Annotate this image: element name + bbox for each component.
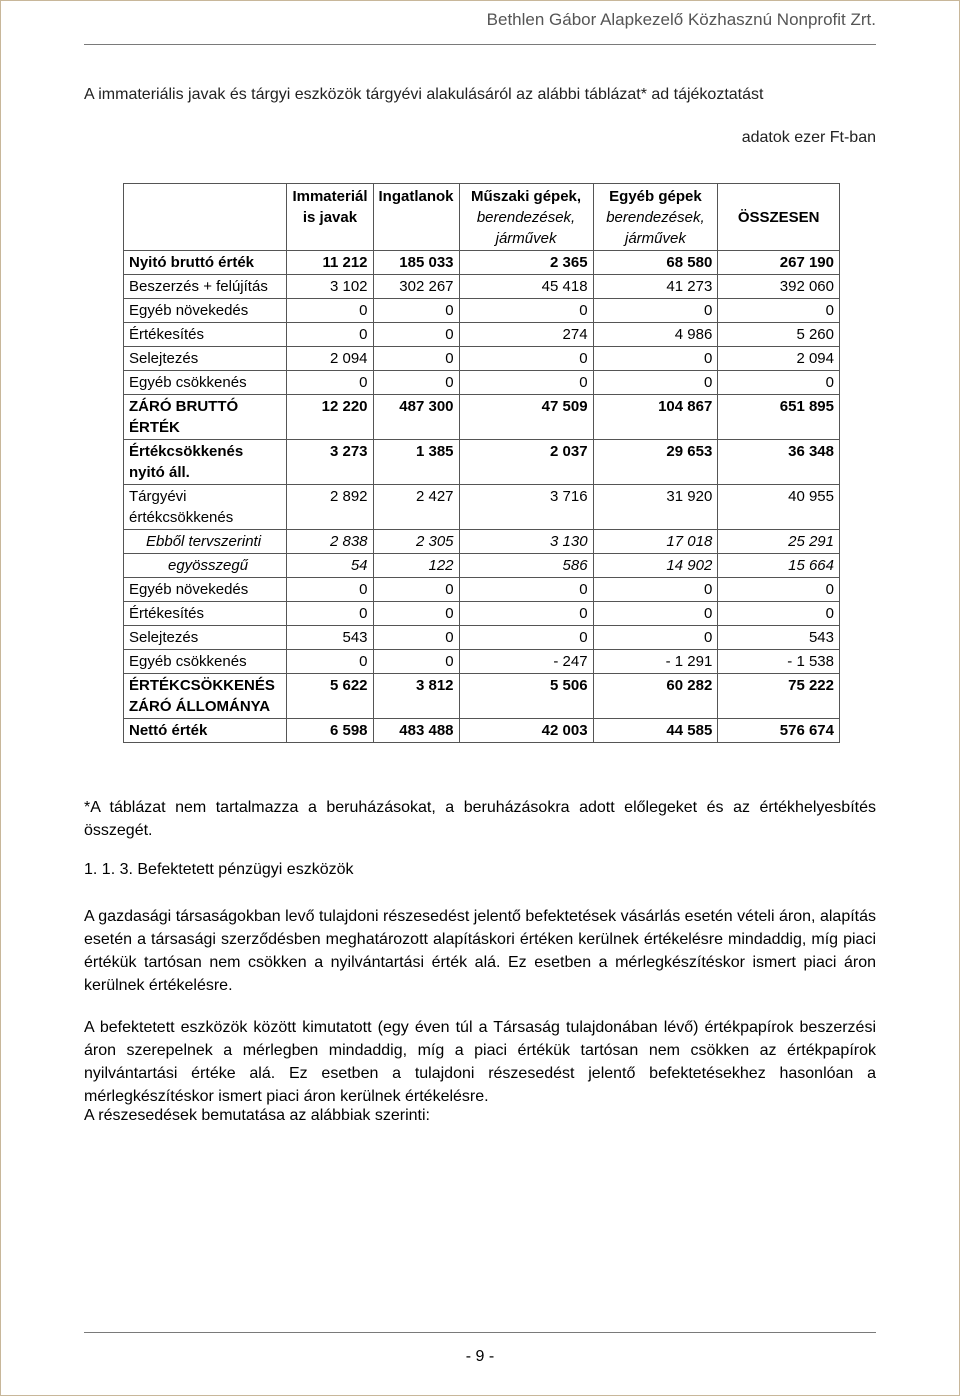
row-value: 3 716 bbox=[459, 485, 593, 530]
table-row bbox=[124, 251, 840, 275]
row-value: 0 bbox=[373, 650, 459, 674]
row-value: 0 bbox=[593, 626, 718, 650]
row-label: Értékesítés bbox=[124, 602, 287, 626]
row-value: 0 bbox=[373, 626, 459, 650]
header-real-estate: Ingatlanok bbox=[373, 184, 459, 251]
row-value: 0 bbox=[718, 578, 840, 602]
company-header: Bethlen Gábor Alapkezelő Közhasznú Nonprofit Zrt. bbox=[486, 10, 876, 29]
paragraph-valuation: A gazdasági társaságokban levő tulajdoni részesedést jelentő befektetések vásárlás esetén vételi áron, alapítás esetén a társasági szerződésben meghatározott alapításkori értéken kerülnek értékelésre mindaddig, míg piaci értékük tartósan nem csökken a nyilvántartási érték alá. Ez esetben a mérlegkészítéskor ismert piaci áron kerülnek értékelésre. bbox=[84, 908, 876, 994]
table-row bbox=[124, 578, 840, 602]
row-label: Nettó érték bbox=[124, 719, 287, 743]
paragraph-securities: A befektetett eszközök között kimutatott (egy éven túl a Társaság tulajdonában lévő) értékpapírok beszerzési áron szerepelnek a mérlegben mindaddig, míg a piaci értékük tartósan nem csökken az értékpapírok nyilvántartási értéke alá. Ez esetben a tulajdoni részesedést jelentő befektetésekhez hasonlóan a mérlegkészítéskor ismert piaci áron kerülnek értékelésre. bbox=[84, 1019, 876, 1105]
asset-movement-table bbox=[123, 183, 840, 743]
section-title: 1. 1. 3. Befektetett pénzügyi eszközök bbox=[84, 861, 354, 878]
row-value: 0 bbox=[593, 299, 718, 323]
row-label: egyösszegű bbox=[124, 554, 287, 578]
row-value: 2 305 bbox=[373, 530, 459, 554]
table-row bbox=[124, 371, 840, 395]
row-value: 29 653 bbox=[593, 440, 718, 485]
table-row bbox=[124, 650, 840, 674]
table-row bbox=[124, 347, 840, 371]
row-value: 0 bbox=[373, 371, 459, 395]
row-value: 0 bbox=[373, 602, 459, 626]
row-value: 0 bbox=[718, 602, 840, 626]
table-row bbox=[124, 626, 840, 650]
row-value: 0 bbox=[373, 578, 459, 602]
row-value: 0 bbox=[459, 347, 593, 371]
row-value: 6 598 bbox=[287, 719, 373, 743]
row-value: 0 bbox=[593, 578, 718, 602]
row-value: 2 892 bbox=[287, 485, 373, 530]
row-value: 41 273 bbox=[593, 275, 718, 299]
row-value: 45 418 bbox=[459, 275, 593, 299]
row-value: 2 365 bbox=[459, 251, 593, 275]
header-technical-machinery bbox=[459, 184, 593, 251]
row-value: 0 bbox=[718, 371, 840, 395]
row-value: 576 674 bbox=[718, 719, 840, 743]
row-value: 122 bbox=[373, 554, 459, 578]
row-value: 267 190 bbox=[718, 251, 840, 275]
row-value: 0 bbox=[459, 626, 593, 650]
row-value: 5 506 bbox=[459, 674, 593, 719]
table-row bbox=[124, 485, 840, 530]
table-footnote: *A táblázat nem tartalmazza a beruházásokat, a beruházásokra adott előlegeket és az értékhelyesbítés összegét. bbox=[84, 799, 876, 839]
row-value: 4 986 bbox=[593, 323, 718, 347]
header-total: ÖSSZESEN bbox=[718, 184, 840, 251]
row-value: 5 622 bbox=[287, 674, 373, 719]
table-row bbox=[124, 299, 840, 323]
table-row bbox=[124, 323, 840, 347]
row-value: 487 300 bbox=[373, 395, 459, 440]
row-value: 2 094 bbox=[718, 347, 840, 371]
row-value: 0 bbox=[287, 323, 373, 347]
table-row bbox=[124, 719, 840, 743]
row-value: 2 838 bbox=[287, 530, 373, 554]
row-value: 0 bbox=[718, 299, 840, 323]
row-value: 3 273 bbox=[287, 440, 373, 485]
row-label: Értékcsökkenés nyitó áll. bbox=[124, 440, 287, 485]
row-value: 302 267 bbox=[373, 275, 459, 299]
header-other-machinery-main: Egyéb gépek bbox=[609, 188, 702, 205]
row-value: 11 212 bbox=[287, 251, 373, 275]
row-label: ÉRTÉKCSÖKKENÉS ZÁRÓ ÁLLOMÁNYA bbox=[124, 674, 287, 719]
table-row bbox=[124, 275, 840, 299]
row-value: 0 bbox=[459, 578, 593, 602]
row-value: 3 812 bbox=[373, 674, 459, 719]
row-value: 2 094 bbox=[287, 347, 373, 371]
row-value: 483 488 bbox=[373, 719, 459, 743]
row-value: 0 bbox=[287, 578, 373, 602]
row-value: 0 bbox=[459, 371, 593, 395]
row-value: 0 bbox=[373, 323, 459, 347]
row-value: 44 585 bbox=[593, 719, 718, 743]
row-label: Értékesítés bbox=[124, 323, 287, 347]
row-value: 0 bbox=[459, 602, 593, 626]
row-value: 1 385 bbox=[373, 440, 459, 485]
row-value: 68 580 bbox=[593, 251, 718, 275]
row-value: 543 bbox=[718, 626, 840, 650]
row-value: 0 bbox=[373, 347, 459, 371]
row-value: 75 222 bbox=[718, 674, 840, 719]
footer-rule bbox=[84, 1332, 876, 1333]
row-value: 60 282 bbox=[593, 674, 718, 719]
row-value: 104 867 bbox=[593, 395, 718, 440]
row-value: 0 bbox=[593, 371, 718, 395]
header-blank bbox=[124, 184, 287, 251]
row-value: 0 bbox=[593, 602, 718, 626]
row-value: 0 bbox=[287, 650, 373, 674]
row-value: 0 bbox=[593, 347, 718, 371]
row-label: Ebből tervszerinti bbox=[124, 530, 287, 554]
row-value: 543 bbox=[287, 626, 373, 650]
header-technical-machinery-sub: berendezések, járművek bbox=[476, 209, 576, 247]
row-value: 40 955 bbox=[718, 485, 840, 530]
header-other-machinery-sub: berendezések, járművek bbox=[606, 209, 705, 247]
row-value: 42 003 bbox=[459, 719, 593, 743]
row-value: 54 bbox=[287, 554, 373, 578]
row-value: 47 509 bbox=[459, 395, 593, 440]
table-row bbox=[124, 602, 840, 626]
table-header-row bbox=[124, 184, 840, 251]
header-other-machinery bbox=[593, 184, 718, 251]
header-technical-machinery-main: Műszaki gépek, bbox=[471, 188, 582, 205]
table-row bbox=[124, 674, 840, 719]
header-intangible: Immateriál is javak bbox=[287, 184, 373, 251]
paragraph-participations: A részesedések bemutatása az alábbiak szerinti: bbox=[84, 1107, 430, 1124]
units-note: adatok ezer Ft-ban bbox=[741, 129, 876, 146]
row-label: Egyéb csökkenés bbox=[124, 650, 287, 674]
row-value: 0 bbox=[459, 299, 593, 323]
row-value: 14 902 bbox=[593, 554, 718, 578]
row-label: Selejtezés bbox=[124, 626, 287, 650]
table-row bbox=[124, 530, 840, 554]
row-value: 586 bbox=[459, 554, 593, 578]
row-value: 0 bbox=[287, 299, 373, 323]
row-value: 0 bbox=[287, 602, 373, 626]
row-label: Egyéb növekedés bbox=[124, 578, 287, 602]
row-value: 274 bbox=[459, 323, 593, 347]
page-number: - 9 - bbox=[465, 1348, 495, 1365]
table-intro-text: A immateriális javak és tárgyi eszközök tárgyévi alakulásáról az alábbi táblázat* ad tájékoztatást bbox=[84, 86, 764, 103]
row-value: 3 102 bbox=[287, 275, 373, 299]
header-rule bbox=[84, 44, 876, 45]
row-value: 3 130 bbox=[459, 530, 593, 554]
row-value: 5 260 bbox=[718, 323, 840, 347]
row-value: 392 060 bbox=[718, 275, 840, 299]
row-value: 0 bbox=[373, 299, 459, 323]
table-row bbox=[124, 440, 840, 485]
row-value: - 247 bbox=[459, 650, 593, 674]
row-value: 17 018 bbox=[593, 530, 718, 554]
row-value: 25 291 bbox=[718, 530, 840, 554]
row-label: Egyéb csökkenés bbox=[124, 371, 287, 395]
table-row bbox=[124, 395, 840, 440]
row-value: 0 bbox=[287, 371, 373, 395]
row-value: - 1 291 bbox=[593, 650, 718, 674]
row-label: Selejtezés bbox=[124, 347, 287, 371]
row-label: Beszerzés + felújítás bbox=[124, 275, 287, 299]
row-label: Egyéb növekedés bbox=[124, 299, 287, 323]
row-value: 2 427 bbox=[373, 485, 459, 530]
row-value: - 1 538 bbox=[718, 650, 840, 674]
row-value: 2 037 bbox=[459, 440, 593, 485]
row-value: 36 348 bbox=[718, 440, 840, 485]
table-row bbox=[124, 554, 840, 578]
row-label: Nyitó bruttó érték bbox=[124, 251, 287, 275]
row-value: 651 895 bbox=[718, 395, 840, 440]
row-value: 185 033 bbox=[373, 251, 459, 275]
row-value: 31 920 bbox=[593, 485, 718, 530]
row-value: 12 220 bbox=[287, 395, 373, 440]
row-label: ZÁRÓ BRUTTÓ ÉRTÉK bbox=[124, 395, 287, 440]
row-label: Tárgyévi értékcsökkenés bbox=[124, 485, 287, 530]
row-value: 15 664 bbox=[718, 554, 840, 578]
